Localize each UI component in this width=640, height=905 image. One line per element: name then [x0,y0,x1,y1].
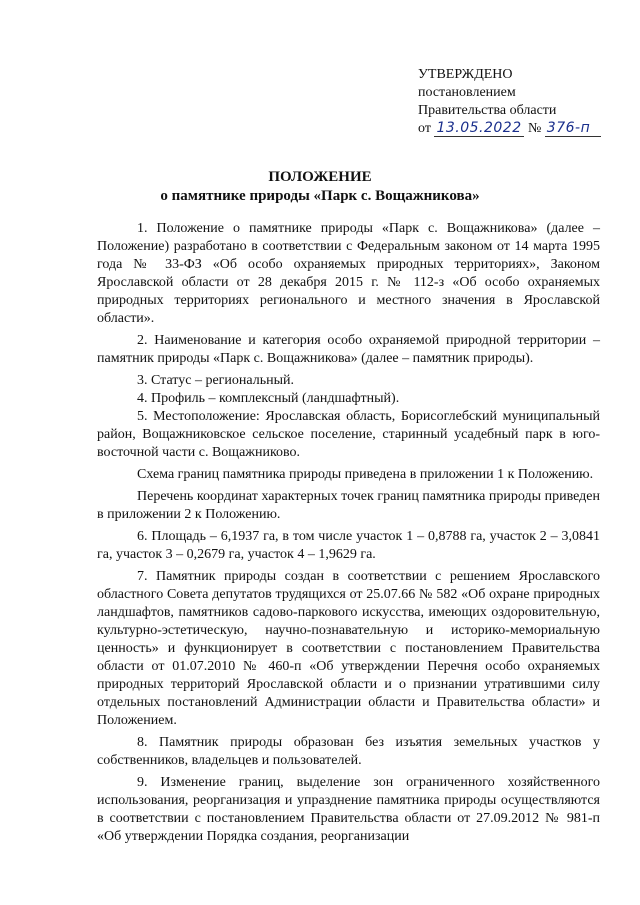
document-subtitle: о памятнике природы «Парк с. Вощажникова» [160,188,480,204]
approval-date-number [418,120,601,138]
paragraph-8: 8. Памятник природы образован без изъятия земельных участков у собственников, владельцев и пользователей. [97,735,600,768]
paragraph-9: 9. Изменение границ, выделение зон ограниченного хозяйственного использования, реорганизация и упразднение памятника природы осуществляются в соответствии с постановлением Правительства области от 27.09.2012 № 981-п «Об утверждении Порядка создания, реорганизации [97,775,600,844]
approval-stamp [418,66,601,138]
paragraph-coordinates: Перечень координат характерных точек границ памятника природы приведен в приложении 2 к Положению. [97,489,600,522]
paragraph-3: 3. Статус – региональный. [137,373,294,388]
number-label: № [527,121,542,136]
paragraph-4: 4. Профиль – комплексный (ландшафтный). [137,391,400,406]
paragraph-2: 2. Наименование и категория особо охраняемой природной территории – памятник природы «Парк с. Вощажникова» (далее – памятник природы). [97,333,600,366]
handwritten-number: 376-п [545,121,601,137]
paragraph-6: 6. Площадь – 6,1937 га, в том числе участок 1 – 0,8788 га, участок 2 – 3,0841 га, участок 3 – 0,2679 га, участок 4 – 1,9629 га. [97,529,600,562]
document-body [97,220,600,846]
approval-line-resolution: постановлением [418,85,516,100]
paragraph-scheme: Схема границ памятника природы приведена в приложении 1 к Положению. [137,467,594,482]
paragraph-1: 1. Положение о памятнике природы «Парк с. Вощажникова» (далее – Положение) разработано в соответствии с Федеральным законом от 14 марта 1995 года № 33-ФЗ «Об особо охраняемых природных территориях», Законом Ярославской области от 28 декабря 2015 г. № 112-з «Об особо охраняемых природных территориях регионального и местного значения в Ярославской области». [97,221,600,326]
handwritten-date: 13.05.2022 [434,121,524,137]
approval-line-government: Правительства области [418,103,557,118]
approval-title: УТВЕРЖДЕНО [418,67,513,82]
paragraph-7: 7. Памятник природы создан в соответствии с решением Ярославского областного Совета депутатов трудящихся от 25.07.66 № 582 «Об охране природных ландшафтов, памятников садово-паркового искусства, имеющих оздоровительную, культурно-эстетическую, научно-познавательную и историко-мемориальную ценность» и функционирует в соответствии с постановлением Правительства области от 01.07.2010 № 460-п «Об утверждении Перечня особо охраняемых природных территорий Ярославской области и о признании утратившими силу отдельных постановлений Администрации области и Правительства области» и Положением. [97,569,600,728]
paragraph-5: 5. Местоположение: Ярославская область, Борисоглебский муниципальный район, Вощажниковское сельское поселение, старинный усадебный парк в юго-восточной части с. Вощажниково. [97,409,600,460]
document-title: ПОЛОЖЕНИЕ [268,169,372,185]
from-label: от [418,121,431,136]
